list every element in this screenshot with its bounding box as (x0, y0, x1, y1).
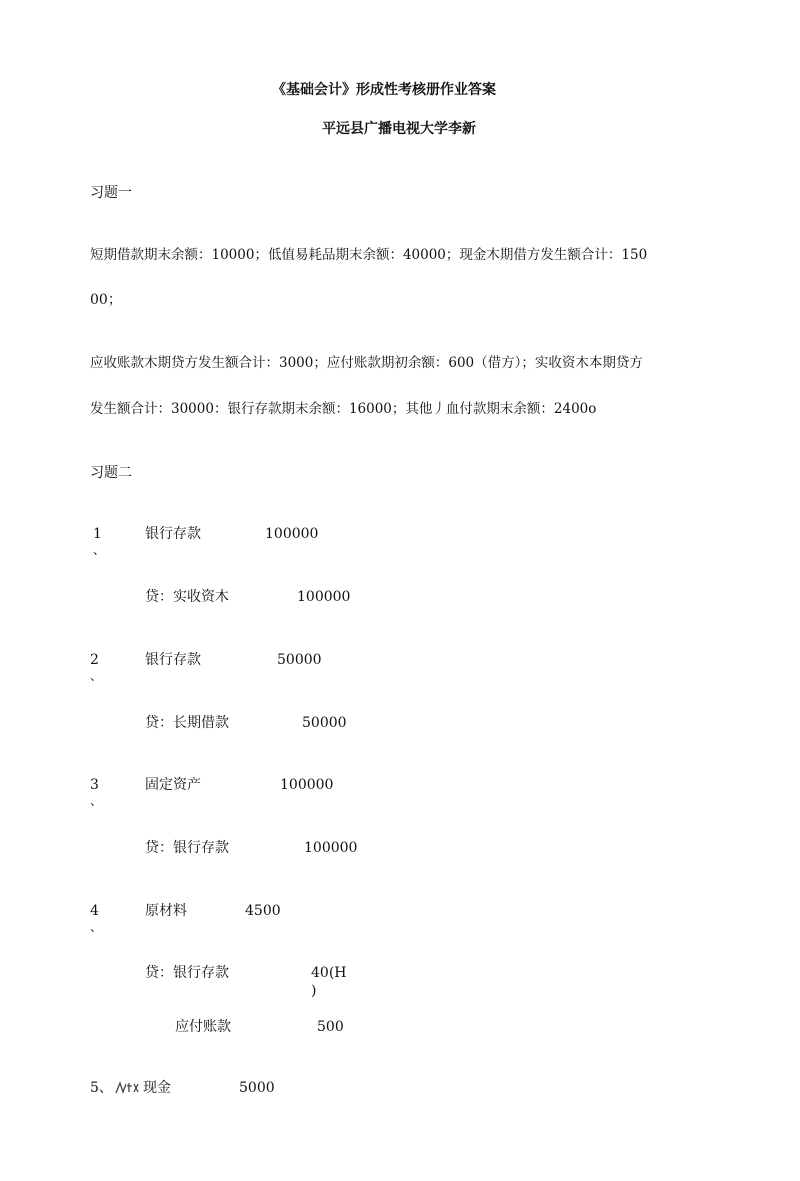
credit-amount-continuation: ) (311, 983, 317, 999)
entry-number: 1 (93, 526, 102, 542)
entry5-amount: 5000 (239, 1080, 275, 1096)
debit-amount: 100000 (265, 526, 319, 542)
debit-account: 银行存款 (145, 652, 201, 668)
document-subtitle: 平远县广播电视大学李新 (322, 121, 476, 137)
debit-amount: 4500 (245, 903, 281, 919)
credit-amount: 50000 (302, 715, 347, 731)
exercise1-line3: 应收账款木期贷方发生额合计：3000；应付账款期初余额：600（借方）；实收资木本期贷方 (90, 355, 643, 371)
exercise1-line1: 短期借款期末余额：10000；低值易耗品期末余额：40000；现金木期借方发生额合计：150 (90, 247, 648, 263)
document-title: 《基础会计》形成性考核册作业答案 (272, 82, 496, 98)
debit-account: 原材料 (145, 903, 187, 919)
credit-account: 贷：实收资木 (145, 589, 229, 605)
entry-number: 3 (90, 777, 99, 793)
credit-account: 贷：银行存款 (145, 965, 229, 981)
debit-scribble-mark (114, 1080, 142, 1100)
entry-number: 2 (90, 652, 99, 668)
entry-number: 4 (90, 903, 99, 919)
credit-account-2: 应付账款 (175, 1019, 231, 1035)
credit-amount: 100000 (297, 589, 351, 605)
debit-account: 固定资产 (145, 777, 201, 793)
entry-mark: 、 (90, 920, 103, 934)
credit-amount: 40(H (311, 965, 347, 981)
credit-amount: 100000 (304, 840, 358, 856)
entry-mark: 、 (90, 669, 103, 683)
exercise2-heading: 习题二 (90, 465, 132, 481)
entry-mark: 、 (90, 794, 103, 808)
exercise1-line4: 发生额合计：30000：银行存款期末余额：16000；其他丿血付款期末余额：2400o (90, 401, 597, 417)
credit-amount-2: 500 (317, 1019, 344, 1035)
debit-amount: 50000 (277, 652, 322, 668)
entry-mark: 、 (93, 543, 106, 557)
entry5-account: 现金 (143, 1080, 171, 1096)
credit-account: 贷：银行存款 (145, 840, 229, 856)
exercise1-heading: 习题一 (90, 185, 132, 201)
exercise1-line2: 00； (90, 292, 122, 308)
handwritten-mark-icon (114, 1080, 142, 1096)
entry5-label: 5、 (90, 1080, 113, 1096)
debit-amount: 100000 (280, 777, 334, 793)
debit-account: 银行存款 (145, 526, 201, 542)
credit-account: 贷：长期借款 (145, 715, 229, 731)
